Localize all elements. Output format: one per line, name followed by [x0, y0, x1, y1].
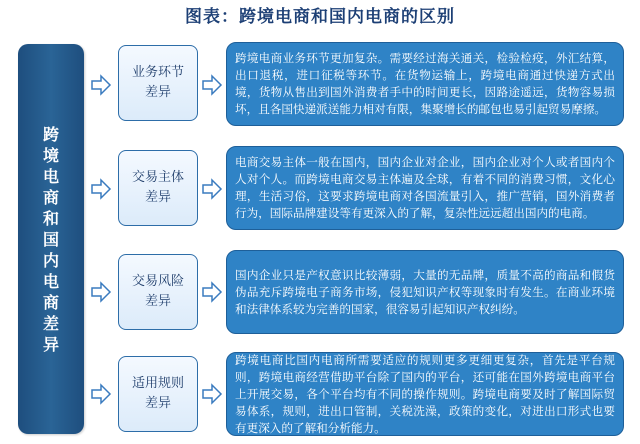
category-box-subject: [118, 150, 198, 226]
detail-text: 跨境电商比国内电商所需要适应的规则更多更细更复杂，首先是平台规则，跨境电商经营借助平台除了国内的平台，还可能在国外跨境电商平台上开展交易，各个平台均有不同的操作规则。跨境电商要及时了解国际贸易体系，规则，进出口管制，关税洗澡，政策的变化，对进出口形式也要有更深入的了解和分析能力。: [235, 352, 615, 435]
detail-box-risk: [226, 250, 624, 334]
arrow-right-icon: [90, 178, 112, 200]
detail-text: 国内企业只是产权意识比较薄弱，大量的无品牌，质量不高的商品和假货伪品充斥跨境电子商务市场，侵犯知识产权等现象时有发生。在商业环境和法律体系较为完善的国家，很容易引起知识产权纠纷。: [235, 267, 615, 316]
category-box-business: [118, 45, 198, 121]
arrow-right-icon: [201, 281, 223, 303]
detail-box-subject: [226, 146, 624, 230]
arrow-right-icon: [90, 281, 112, 303]
category-label: 交易主体差异: [131, 170, 184, 205]
detail-box-rules: [226, 352, 624, 436]
arrow-right-icon: [201, 383, 223, 405]
category-box-risk: [118, 254, 198, 330]
page-title: 图表：跨境电商和国内电商的区别: [185, 7, 455, 27]
detail-text: 电商交易主体一般在国内，国内企业对企业，国内企业对个人或者国内个人对个人。而跨境电商交易主体遍及全球，有着不同的消费习惯，文化心理，生活习俗，这要求跨境电商对各国流量引入，推广营销，国外消费者行为，国际品牌建设等有更深入的了解，复杂性远远超出国内的电商。: [235, 155, 615, 220]
arrow-right-icon: [201, 74, 223, 96]
arrow-right-icon: [201, 178, 223, 200]
category-box-rules: [118, 356, 198, 432]
detail-text: 跨境电商业务环节更加复杂。需要经过海关通关，检验检疫，外汇结算，出口退税，进口征税等环节。在货物运输上，跨境电商通过快递方式出境，货物从售出到国外消费者手中的时间更长，因路途遥远，货物容易损坏，且各国快递派送能力相对有限，集聚增长的邮包也易引起贸易摩擦。: [235, 51, 615, 116]
category-label: 交易风险差异: [131, 274, 184, 309]
arrow-right-icon: [90, 383, 112, 405]
detail-box-business: [226, 42, 624, 126]
main-category-box: [18, 44, 84, 434]
main-category-label: 跨境电商和国内电商差异: [42, 124, 59, 354]
arrow-right-icon: [90, 74, 112, 96]
category-label: 适用规则差异: [131, 376, 184, 411]
category-label: 业务环节差异: [131, 65, 184, 100]
